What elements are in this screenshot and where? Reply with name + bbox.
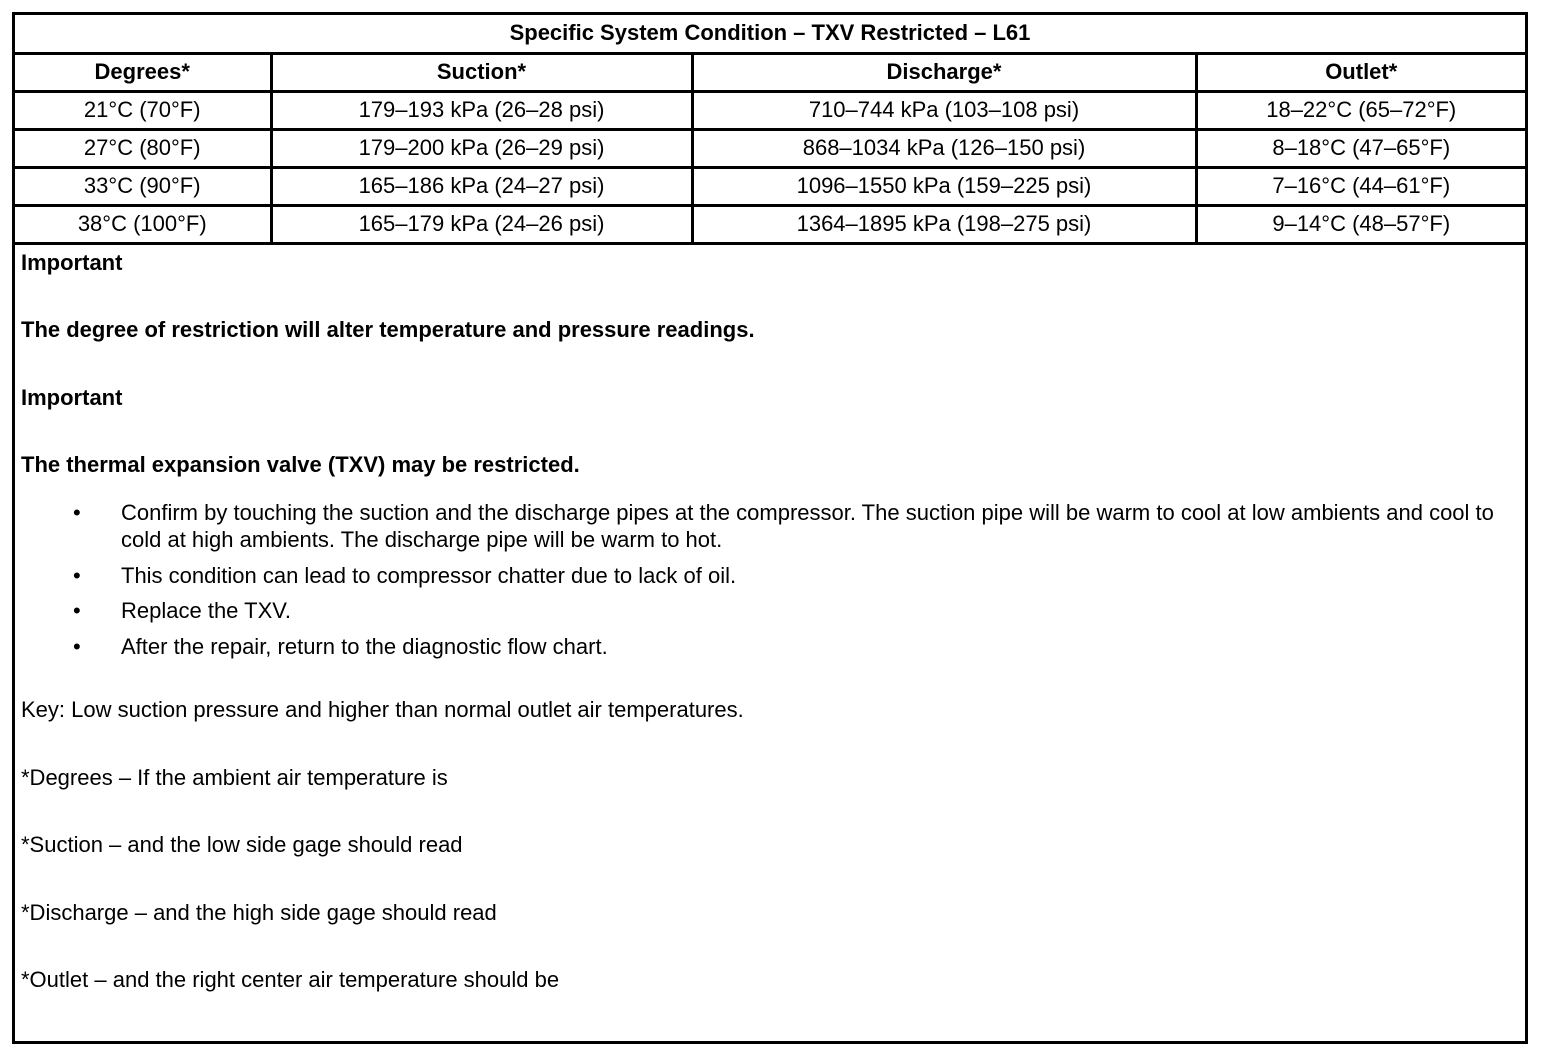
footnote-degrees: *Degrees – If the ambient air temperature is — [21, 764, 448, 790]
footnote-outlet: *Outlet – and the right center air temperature should be — [21, 967, 560, 992]
document-frame — [12, 12, 1528, 1044]
cell-suction: 165–179 kPa (24–26 psi) — [271, 205, 692, 243]
table-row — [15, 129, 1525, 167]
list-item — [21, 499, 1519, 554]
cell-discharge: 1096–1550 kPa (159–225 psi) — [692, 167, 1196, 205]
list-item — [21, 633, 1519, 661]
bullet-icon: • — [73, 633, 81, 659]
table-header-row — [15, 53, 1525, 91]
cell-suction: 179–200 kPa (26–29 psi) — [271, 129, 692, 167]
bullet-icon: • — [73, 562, 81, 588]
cell-outlet: 18–22°C (65–72°F) — [1196, 91, 1525, 129]
notes-section — [15, 245, 1525, 994]
important-label: Important — [21, 384, 123, 410]
list-item — [21, 562, 1519, 590]
table-row — [15, 167, 1525, 205]
header-discharge: Discharge* — [692, 53, 1196, 91]
list-item — [21, 597, 1519, 625]
important-label: Important — [21, 249, 123, 275]
list-item-text: After the repair, return to the diagnostic flow chart. — [121, 633, 608, 659]
spec-table — [15, 15, 1525, 245]
table-row — [15, 91, 1525, 129]
table-row — [15, 205, 1525, 243]
cell-outlet: 9–14°C (48–57°F) — [1196, 205, 1525, 243]
cell-degrees: 38°C (100°F) — [15, 205, 271, 243]
list-item-text: Replace the TXV. — [121, 598, 292, 623]
cell-outlet: 8–18°C (47–65°F) — [1196, 129, 1525, 167]
instruction-list — [21, 499, 1519, 661]
cell-suction: 165–186 kPa (24–27 psi) — [271, 167, 692, 205]
header-degrees: Degrees* — [15, 53, 271, 91]
cell-degrees: 21°C (70°F) — [15, 91, 271, 129]
table-title: Specific System Condition – TXV Restricted – L61 — [15, 15, 1525, 53]
header-suction: Suction* — [271, 53, 692, 91]
bullet-icon: • — [73, 499, 81, 525]
list-item-text: Confirm by touching the suction and the discharge pipes at the compressor. The suction pipe will be warm to cool at low ambients and cool to cold at high ambients. The discharge pipe will be warm to hot. — [121, 499, 1494, 552]
important-text: The thermal expansion valve (TXV) may be restricted. — [21, 452, 580, 477]
cell-suction: 179–193 kPa (26–28 psi) — [271, 91, 692, 129]
key-note: Key: Low suction pressure and higher than normal outlet air temperatures. — [21, 697, 744, 722]
cell-degrees: 27°C (80°F) — [15, 129, 271, 167]
important-text: The degree of restriction will alter temperature and pressure readings. — [21, 317, 755, 342]
cell-degrees: 33°C (90°F) — [15, 167, 271, 205]
cell-discharge: 868–1034 kPa (126–150 psi) — [692, 129, 1196, 167]
header-outlet: Outlet* — [1196, 53, 1525, 91]
bullet-icon: • — [73, 598, 81, 623]
list-item-text: This condition can lead to compressor chatter due to lack of oil. — [121, 562, 737, 588]
cell-discharge: 1364–1895 kPa (198–275 psi) — [692, 205, 1196, 243]
cell-discharge: 710–744 kPa (103–108 psi) — [692, 91, 1196, 129]
cell-outlet: 7–16°C (44–61°F) — [1196, 167, 1525, 205]
footnote-suction: *Suction – and the low side gage should read — [21, 832, 463, 857]
footnote-discharge: *Discharge – and the high side gage should read — [21, 899, 497, 925]
